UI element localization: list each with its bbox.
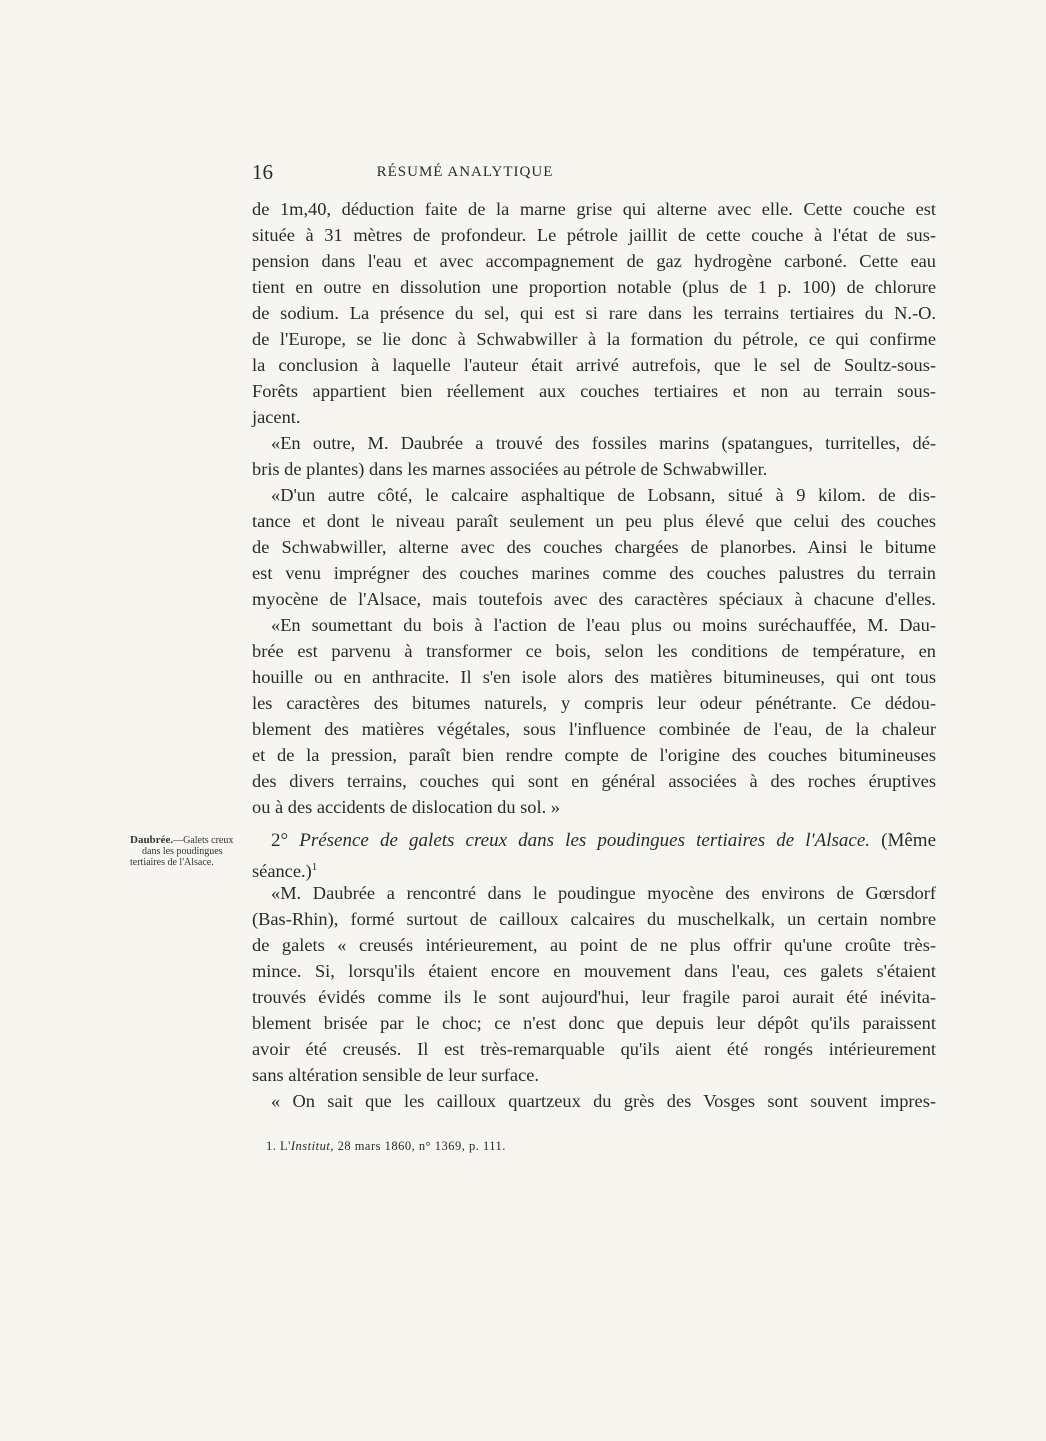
text-line — [252, 854, 936, 880]
margin-note-line: dans les poudingues — [142, 846, 223, 857]
margin-note — [130, 835, 250, 868]
text-line: située à 31 mètres de profondeur. Le pétrole jaillit de cette couche à l'état de sus- — [252, 225, 936, 245]
text-line: avoir été creusés. Il est très-remarquable qu'ils aient été rongés intérieurement — [252, 1039, 936, 1059]
footnote-journal-prefix: L' — [280, 1139, 291, 1153]
text-line: tient en outre en dissolution une proportion notable (plus de 1 p. 100) de chlorure — [252, 277, 936, 297]
text-line: myocène de l'Alsace, mais toutefois avec des caractères spéciaux à chacune d'elles. — [252, 589, 936, 609]
text-line: mince. Si, lorsqu'ils étaient encore en mouvement dans l'eau, ces galets s'étaient — [252, 961, 936, 981]
text-line: blement brisée par le choc; ce n'est donc que depuis leur dépôt qu'ils paraissent — [252, 1013, 936, 1033]
text-line: ou à des accidents de dislocation du sol. » — [252, 797, 560, 817]
text-line: jacent. — [252, 407, 301, 427]
footnote-journal: Institut — [290, 1139, 331, 1153]
body-text — [252, 196, 936, 1114]
section-heading-cont: séance.) — [252, 861, 312, 882]
text-line: «D'un autre côté, le calcaire asphaltique de Lobsann, situé à 9 kilom. de dis- — [271, 485, 936, 505]
text-line: Forêts appartient bien réellement aux couches tertiaires et non au terrain sous- — [252, 381, 936, 401]
running-title: RÉSUMÉ ANALYTIQUE — [376, 164, 554, 180]
text-line: et de la pression, paraît bien rendre compte de l'origine des couches bitumineuses — [252, 745, 936, 765]
text-line: de l'Europe, se lie donc à Schwabwiller à la formation du pétrole, ce qui confirme — [252, 329, 936, 349]
section-title: Présence de galets creux dans les poudingues tertiaires de l'Alsace. — [299, 830, 871, 851]
text-line: (Bas-Rhin), formé surtout de cailloux calcaires du muschelkalk, un certain nombre — [252, 909, 936, 929]
footnote — [266, 1139, 866, 1154]
section-heading — [252, 828, 936, 854]
text-line: tance et dont le niveau paraît seulement un peu plus élevé que celui des couches — [252, 511, 936, 531]
text-line: de Schwabwiller, alterne avec des couches chargées de planorbes. Ainsi le bitume — [252, 537, 936, 557]
footnote-citation: , 28 mars 1860, n° 1369, p. 111. — [330, 1139, 506, 1153]
footnote-number: 1. — [266, 1139, 277, 1153]
text-line: «M. Daubrée a rencontré dans le poudingue myocène des environs de Gœrsdorf — [271, 883, 936, 903]
text-line: blement des matières végétales, sous l'influence combinée de l'eau, de la chaleur — [252, 719, 936, 739]
text-line: bris de plantes) dans les marnes associées au pétrole de Schwabwiller. — [252, 459, 768, 479]
text-line: pension dans l'eau et avec accompagnement de gaz hydrogène carboné. Cette eau — [252, 251, 936, 271]
text-line: est venu imprégner des couches marines comme des couches palustres du terrain — [252, 563, 936, 583]
margin-note-subject: —Galets creux — [173, 835, 234, 846]
text-line: houille ou en anthracite. Il s'en isole alors des matières bitumineuses, qui ont tous — [252, 667, 936, 687]
text-line: les caractères des bitumes naturels, y compris leur odeur pénétrante. Ce dédou- — [252, 693, 936, 713]
text-line: brée est parvenu à transformer ce bois, selon les conditions de température, en — [252, 641, 936, 661]
text-line: la conclusion à laquelle l'auteur était arrivé autrefois, que le sel de Soultz-sous- — [252, 355, 936, 375]
text-line: de galets « creusés intérieurement, au point de ne plus offrir qu'une croûte très- — [252, 935, 936, 955]
text-line: trouvés évidés comme ils le sont aujourd'hui, leur fragile paroi aurait été inévita- — [252, 987, 936, 1007]
text-line: des divers terrains, couches qui sont en général associées à des roches éruptives — [252, 771, 936, 791]
footnote-ref: 1 — [311, 861, 318, 873]
text-line: « On sait que les cailloux quartzeux du grès des Vosges sont souvent impres- — [271, 1091, 936, 1111]
text-line: «En soumettant du bois à l'action de l'eau plus ou moins suréchauffée, M. Dau- — [271, 615, 936, 635]
page-number: 16 — [252, 160, 273, 184]
text-line: de 1m,40, déduction faite de la marne grise qui alterne avec elle. Cette couche est — [252, 199, 936, 219]
margin-note-author: Daubrée. — [130, 834, 174, 846]
section-number: 2° — [271, 830, 289, 851]
text-line: sans altération sensible de leur surface. — [252, 1065, 539, 1085]
margin-note-line: tertiaires de l'Alsace. — [130, 857, 214, 868]
page-header — [252, 160, 678, 188]
section-heading-rest: (Même — [881, 830, 937, 851]
text-line: de sodium. La présence du sel, qui est si rare dans les terrains tertiaires du N.-O. — [252, 303, 936, 323]
text-line: «En outre, M. Daubrée a trouvé des fossiles marins (spatangues, turritelles, dé- — [271, 433, 936, 453]
